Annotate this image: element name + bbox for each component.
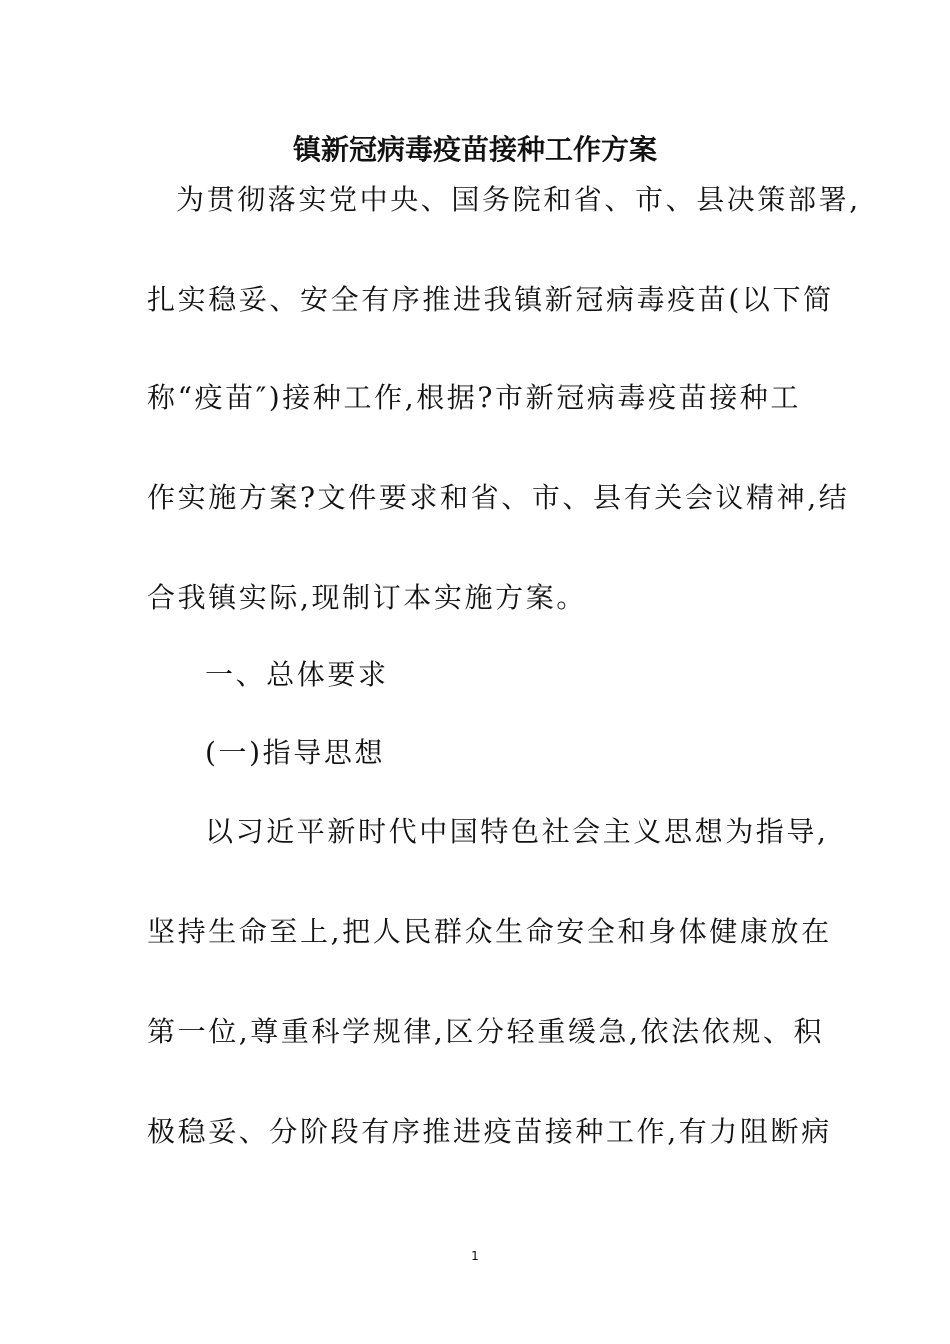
paragraph-line-4: 作实施方案?文件要求和省、市、县有关会议精神,结	[147, 481, 850, 514]
page-number: 1	[471, 1249, 479, 1263]
paragraph-line-9: 极稳妥、分阶段有序推进疫苗接种工作,有力阻断病	[147, 1115, 832, 1148]
document-title: 镇新冠病毒疫苗接种工作方案	[292, 133, 657, 166]
subsection-heading: (一)指导思想	[205, 736, 386, 769]
paragraph-line-5: 合我镇实际,现制订本实施方案。	[147, 581, 587, 614]
paragraph-line-6: 以习近平新时代中国特色社会主义思想为指导,	[205, 815, 829, 848]
paragraph-line-1: 为贯彻落实党中央、国务院和省、市、县决策部署,	[176, 183, 861, 216]
section-heading: 一、总体要求	[205, 658, 389, 691]
paragraph-line-7: 坚持生命至上,把人民群众生命安全和身体健康放在	[147, 915, 832, 948]
paragraph-line-3: 称“疫苗″)接种工作,根据?市新冠病毒疫苗接种工	[147, 381, 802, 414]
paragraph-line-2: 扎实稳妥、安全有序推进我镇新冠病毒疫苗(以下简	[147, 283, 834, 316]
paragraph-line-8: 第一位,尊重科学规律,区分轻重缓急,依法依规、积	[147, 1015, 825, 1048]
